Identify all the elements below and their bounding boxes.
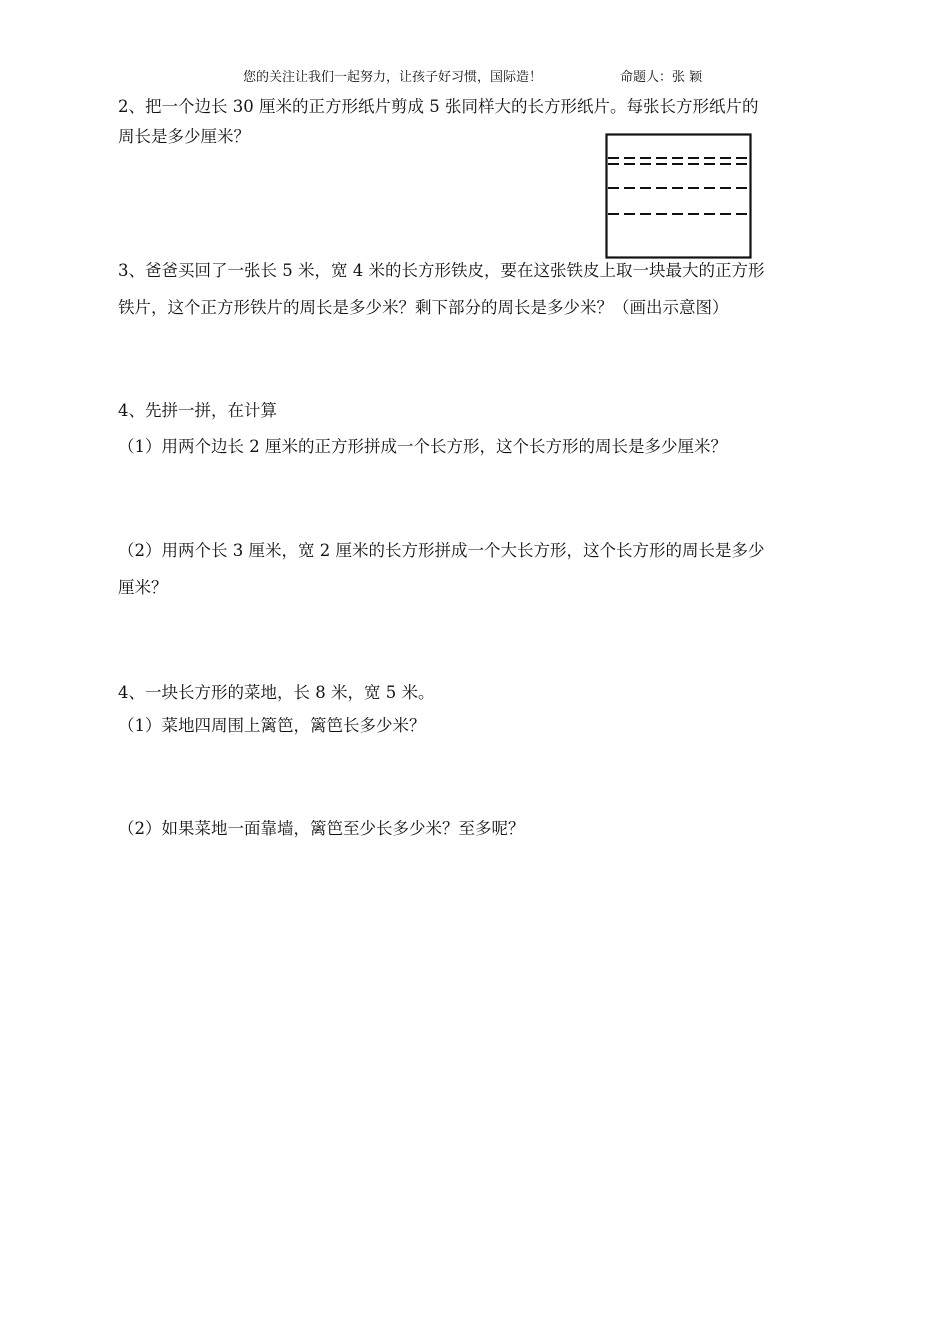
square-outline — [607, 135, 751, 258]
q4a-sub2-line1: （2）用两个长 3 厘米，宽 2 厘米的长方形拼成一个大长方形，这个长方形的周长是多少 — [118, 541, 765, 560]
q2-text-line1: 2、把一个边长 30 厘米的正方形纸片剪成 5 张同样大的长方形纸片。每张长方形纸片的 — [118, 97, 759, 116]
header-author: 命题人：张 颖 — [620, 70, 703, 85]
header-slogan: 您的关注让我们一起努力，让孩子好习惯，国际造！ — [243, 70, 543, 85]
q3-text-line1: 3、爸爸买回了一张长 5 米，宽 4 米的长方形铁皮，要在这张铁皮上取一块最大的正方形 — [118, 261, 765, 280]
q2-text-line2: 周长是多少厘米？ — [118, 127, 250, 146]
q4b-sub1: （1）菜地四周围上篱笆，篱笆长多少米？ — [118, 716, 426, 735]
q4b-sub2: （2）如果菜地一面靠墙，篱笆至少长多少米？至多呢？ — [118, 819, 525, 838]
q4b-title: 4、一块长方形的菜地，长 8 米，宽 5 米。 — [118, 683, 435, 702]
page-header — [0, 66, 950, 86]
q3-text-line2: 铁片，这个正方形铁片的周长是多少米？剩下部分的周长是多少米？（画出示意图） — [118, 298, 729, 317]
q4a-sub1: （1）用两个边长 2 厘米的正方形拼成一个长方形，这个长方形的周长是多少厘米？ — [118, 437, 727, 456]
square-cut-figure — [605, 133, 752, 259]
q4a-sub2-line2: 厘米？ — [118, 578, 168, 597]
q4a-title: 4、先拼一拼，在计算 — [118, 401, 277, 420]
